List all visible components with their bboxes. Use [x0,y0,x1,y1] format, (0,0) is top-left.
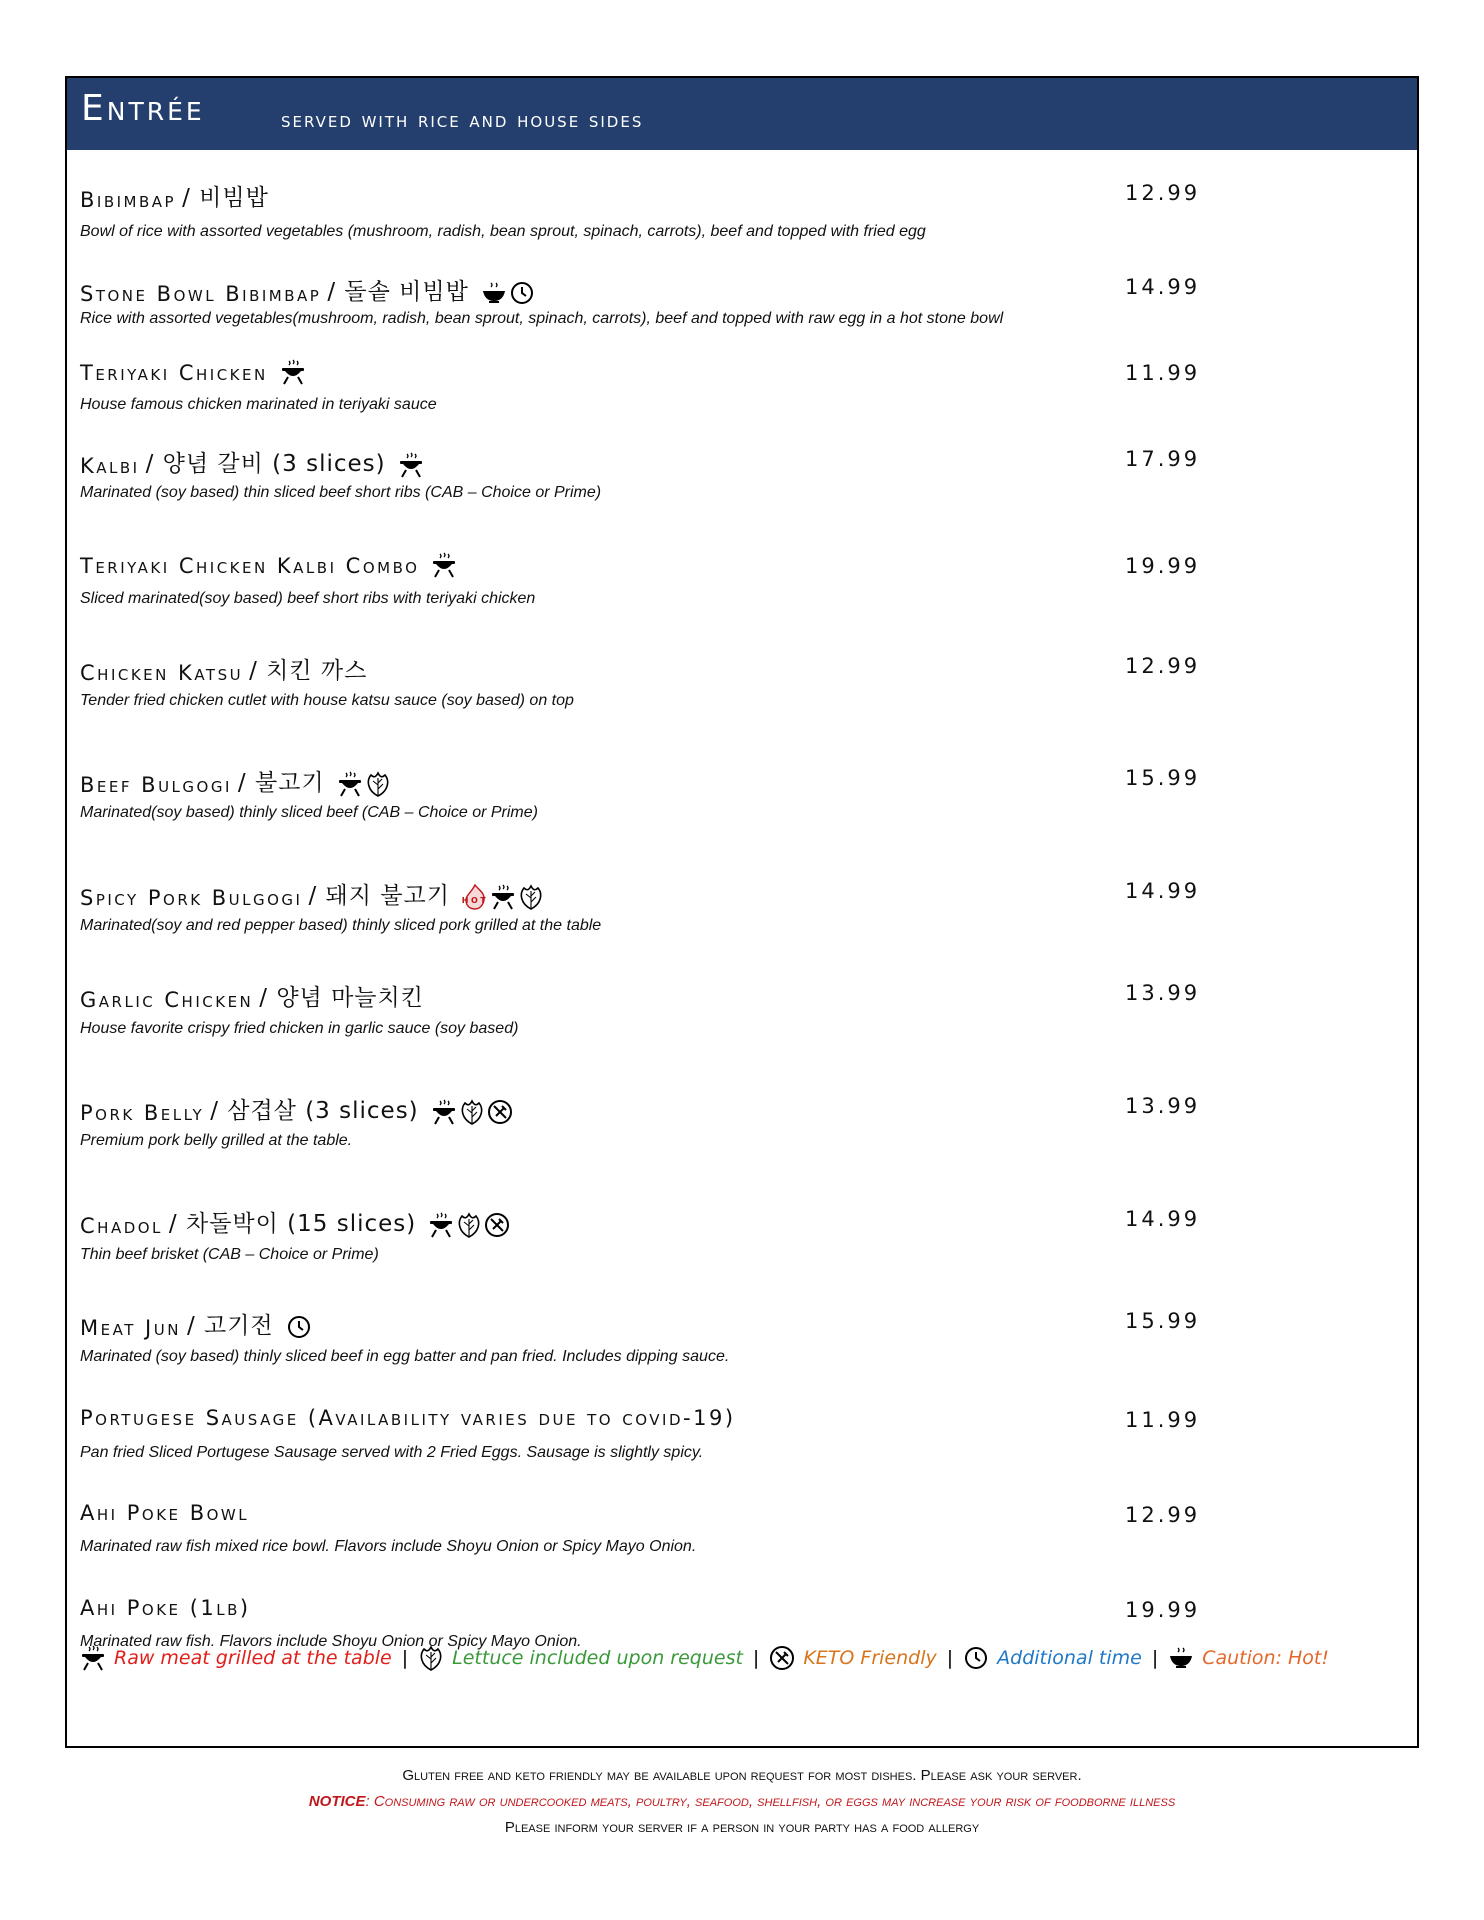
grill-icon [337,771,363,797]
item-price: 13.99 [1125,981,1201,1005]
item-korean-name: / 삼겹살 (3 slices) [210,1098,419,1124]
item-name: Ahi Poke (1lb) [80,1596,251,1620]
item-korean-name: / 고기전 [186,1313,274,1339]
item-description: Bowl of rice with assorted vegetables (mushroom, radish, bean sprout, spinach, carrots), beef and topped with fried egg [80,223,926,240]
keto-icon [484,1212,510,1238]
item-description: Marinated raw fish. Flavors include Shoyu Onion or Spicy Mayo Onion. [80,1633,582,1650]
legend-label: Raw meat grilled at the table [114,1647,392,1669]
grill-icon [490,884,516,910]
clock-icon [509,280,535,306]
item-korean-name: / 치킨 까스 [249,658,368,684]
lettuce-icon [456,1212,482,1238]
item-name-line [80,1092,513,1125]
item-price: 11.99 [1125,1408,1201,1432]
item-name-line [80,445,424,478]
clock-icon [286,1314,312,1340]
item-name-line [80,1596,251,1620]
item-description: House famous chicken marinated in teriyaki sauce [80,396,437,413]
item-name: Chadol [80,1214,163,1238]
lettuce-icon [459,1099,485,1125]
item-korean-name: / 차돌박이 (15 slices) [168,1211,417,1237]
item-icons [431,1099,513,1125]
grill-icon [80,1645,106,1671]
keto-icon [769,1645,795,1671]
grill-icon [398,452,424,478]
item-description: House favorite crispy fried chicken in garlic sauce (soy based) [80,1020,519,1037]
footer-gluten-note: Gluten free and keto friendly may be available upon request for most dishes. Please ask your server. [402,1767,1082,1784]
hot-bowl-icon [1168,1645,1194,1671]
item-description: Marinated(soy and red pepper based) thinly sliced pork grilled at the table [80,917,602,934]
item-name: Kalbi [80,454,140,478]
item-name: Chicken Katsu [80,661,244,685]
item-name: Stone Bowl Bibimbap [80,282,322,306]
item-price: 12.99 [1125,654,1201,678]
item-price: 12.99 [1125,1503,1201,1527]
section-title: Entrée [81,88,205,129]
item-icons [398,452,424,478]
footer-notice [0,1793,1484,1810]
item-description: Tender fried chicken cutlet with house katsu sauce (soy based) on top [80,692,574,709]
item-price: 14.99 [1125,275,1201,299]
item-description: Marinated (soy based) thinly sliced beef in egg batter and pan fried. Includes dipping sauce. [80,1348,730,1365]
item-price: 17.99 [1125,447,1201,471]
item-korean-name: / 돌솥 비빔밥 [327,279,469,305]
item-icons [481,280,535,306]
item-description: Thin beef brisket (CAB – Choice or Prime) [80,1246,379,1263]
item-korean-name: / 양념 갈비 (3 slices) [145,451,386,477]
legend-separator: | [1151,1647,1159,1669]
item-name-line [80,1406,736,1430]
item-name-line [80,764,391,797]
item-price: 11.99 [1125,361,1201,385]
item-price: 14.99 [1125,879,1201,903]
item-korean-name: / 돼지 불고기 [308,883,450,909]
lettuce-icon [518,884,544,910]
grill-icon [428,1212,454,1238]
item-description: Marinated raw fish mixed rice bowl. Flavors include Shoyu Onion or Spicy Mayo Onion. [80,1538,697,1555]
item-price: 19.99 [1125,1598,1201,1622]
item-icons [280,359,306,385]
notice-label: NOTICE [308,1793,366,1810]
hot-bowl-icon [481,280,507,306]
item-description: Pan fried Sliced Portugese Sausage served with 2 Fried Eggs. Sausage is slightly spicy. [80,1444,704,1461]
legend-separator: | [752,1647,760,1669]
item-description: Marinated(soy based) thinly sliced beef (CAB – Choice or Prime) [80,804,538,821]
item-name: Teriyaki Chicken Kalbi Combo [80,554,420,578]
item-name-line [80,1307,312,1340]
grill-icon [431,1099,457,1125]
section-subtitle: served with rice and house sides [281,108,644,132]
clock-icon [963,1645,989,1671]
item-description: Marinated (soy based) thin sliced beef short ribs (CAB – Choice or Prime) [80,484,602,501]
item-price: 19.99 [1125,554,1201,578]
notice-text: : Consuming raw or undercooked meats, poultry, seafood, shellfish, or eggs may increase your risk of foodborne illness [365,1793,1176,1810]
item-price: 15.99 [1125,766,1201,790]
legend-separator: | [946,1647,954,1669]
item-name: Meat Jun [80,1316,181,1340]
item-price: 13.99 [1125,1094,1201,1118]
item-name-line [80,1501,249,1525]
item-name: Teriyaki Chicken [80,361,268,385]
menu-frame [65,76,1419,1748]
legend-label: Caution: Hot! [1202,1647,1329,1669]
icon-legend [80,1645,1329,1671]
grill-icon [280,359,306,385]
item-name: Portugese Sausage (Availability varies due to covid-19) [80,1406,736,1430]
lettuce-icon [365,771,391,797]
item-name: Spicy Pork Bulgogi [80,886,303,910]
item-price: 14.99 [1125,1207,1201,1231]
item-korean-name: / 불고기 [237,770,325,796]
item-name-line [80,877,544,910]
spicy-hot-icon [462,884,488,910]
item-name-line [80,179,269,212]
item-korean-name: / 양념 마늘치킨 [259,985,424,1011]
item-name: Ahi Poke Bowl [80,1501,250,1525]
legend-separator: | [401,1647,409,1669]
item-price: 12.99 [1125,181,1201,205]
item-price: 15.99 [1125,1309,1201,1333]
legend-label: Lettuce included upon request [452,1647,743,1669]
grill-icon [431,552,457,578]
item-icons [286,1314,312,1340]
footer-allergy-note: Please inform your server if a person in your party has a food allergy [504,1819,980,1836]
item-name: Beef Bulgogi [80,773,232,797]
item-name: Pork Belly [80,1101,205,1125]
item-name-line [80,652,367,685]
legend-label: KETO Friendly [803,1647,937,1669]
item-name-line [80,1205,510,1238]
legend-label: Additional time [997,1647,1142,1669]
keto-icon [487,1099,513,1125]
item-icons [337,771,391,797]
svg-text:HOT: HOT [461,896,488,905]
item-name-line [80,273,535,306]
lettuce-icon [418,1645,444,1671]
item-name-line [80,359,306,385]
item-name-line [80,552,457,578]
item-icons [431,552,457,578]
item-korean-name: / 비빔밥 [182,185,269,211]
item-icons [428,1212,510,1238]
item-description: Rice with assorted vegetables(mushroom, radish, bean sprout, spinach, carrots), beef and topped with raw egg in a hot stone bowl [80,310,1004,327]
item-description: Premium pork belly grilled at the table. [80,1132,353,1149]
item-name: Bibimbap [80,188,177,212]
section-header [67,78,1417,150]
item-description: Sliced marinated(soy based) beef short ribs with teriyaki chicken [80,590,536,607]
item-icons [462,884,544,910]
item-name-line [80,979,424,1012]
item-name: Garlic Chicken [80,988,254,1012]
